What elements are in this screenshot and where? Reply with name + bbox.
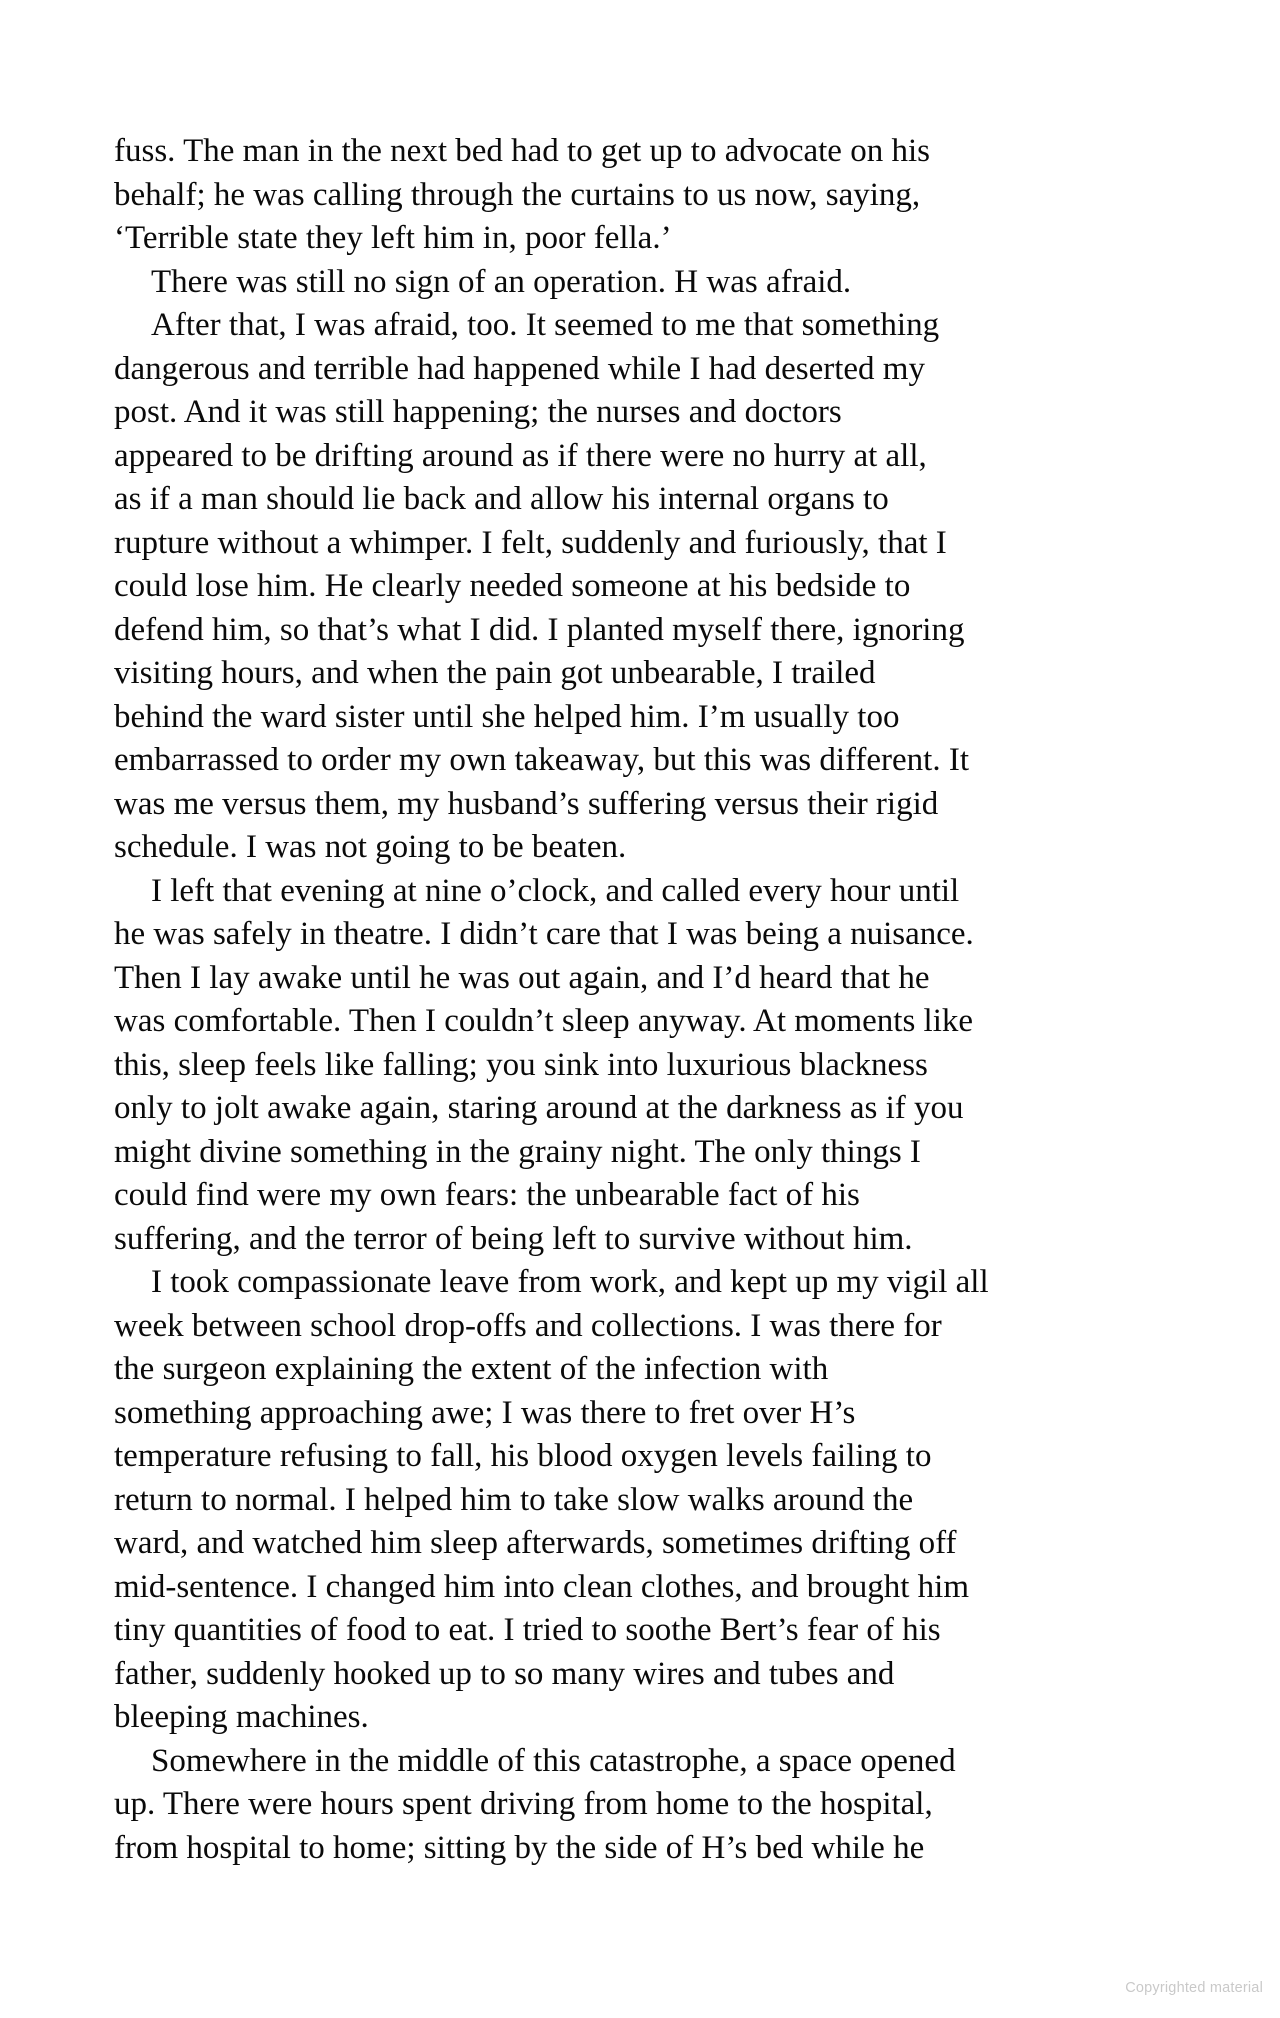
- paragraph: [114, 304, 1174, 870]
- text-line: only to jolt awake again, staring around at the darkness as if you: [114, 1090, 964, 1126]
- text-line: something approaching awe; I was there to fret over H’s: [114, 1394, 856, 1431]
- page-text: [114, 130, 1174, 1870]
- text-line: week between school drop-offs and collections. I was there for: [114, 1307, 942, 1344]
- text-line: the surgeon explaining the extent of the infection with: [114, 1351, 829, 1387]
- text-line: post. And it was still happening; the nurses and doctors: [114, 394, 842, 430]
- text-line: could lose him. He clearly needed someone at his bedside to: [114, 568, 911, 604]
- text-line: I left that evening at nine o’clock, and called every hour until: [151, 872, 960, 909]
- text-line: behind the ward sister until she helped him. I’m usually too: [114, 698, 900, 735]
- text-line: he was safely in theatre. I didn’t care that I was being a nuisance.: [114, 916, 974, 952]
- text-line: mid-sentence. I changed him into clean clothes, and brought him: [114, 1568, 970, 1605]
- paragraph: [114, 261, 1174, 305]
- text-line: I took compassionate leave from work, and kept up my vigil all: [151, 1264, 989, 1300]
- text-line: this, sleep feels like falling; you sink into luxurious blackness: [114, 1046, 928, 1083]
- text-line: was comfortable. Then I couldn’t sleep anyway. At moments like: [114, 1003, 974, 1039]
- text-line: defend him, so that’s what I did. I planted myself there, ignoring: [114, 611, 965, 648]
- text-line: as if a man should lie back and allow his internal organs to: [114, 481, 889, 517]
- text-line: bleeping machines.: [114, 1699, 369, 1735]
- text-line: father, suddenly hooked up to so many wires and tubes and: [114, 1655, 895, 1692]
- paragraph: [114, 1740, 1174, 1871]
- text-line: Somewhere in the middle of this catastrophe, a space opened: [151, 1742, 956, 1779]
- text-line: temperature refusing to fall, his blood oxygen levels failing to: [114, 1438, 932, 1474]
- text-line: up. There were hours spent driving from home to the hospital,: [114, 1786, 933, 1822]
- copyright-notice: Copyrighted material: [1125, 1980, 1263, 1996]
- paragraph: [114, 1261, 1174, 1740]
- text-line: suffering, and the terror of being left to survive without him.: [114, 1220, 913, 1257]
- text-line: ‘Terrible state they left him in, poor fella.’: [114, 220, 672, 256]
- text-line: behalf; he was calling through the curtains to us now, saying,: [114, 176, 921, 213]
- text-line: fuss. The man in the next bed had to get up to advocate on his: [114, 133, 930, 169]
- text-line: ward, and watched him sleep afterwards, sometimes drifting off: [114, 1525, 957, 1561]
- text-line: Then I lay awake until he was out again, and I’d heard that he: [114, 959, 930, 996]
- text-line: was me versus them, my husband’s suffering versus their rigid: [114, 785, 939, 822]
- text-line: embarrassed to order my own takeaway, but this was different. It: [114, 742, 969, 778]
- text-line: appeared to be drifting around as if there were no hurry at all,: [114, 437, 927, 474]
- text-line: return to normal. I helped him to take slow walks around the: [114, 1481, 914, 1518]
- text-line: from hospital to home; sitting by the side of H’s bed while he: [114, 1829, 925, 1866]
- text-line: might divine something in the grainy night. The only things I: [114, 1133, 921, 1170]
- text-line: rupture without a whimper. I felt, suddenly and furiously, that I: [114, 524, 947, 561]
- text-line: could find were my own fears: the unbearable fact of his: [114, 1177, 860, 1213]
- text-line: tiny quantities of food to eat. I tried to soothe Bert’s fear of his: [114, 1612, 941, 1648]
- paragraph: [114, 130, 1174, 261]
- text-line: There was still no sign of an operation. H was afraid.: [151, 263, 852, 300]
- text-line: dangerous and terrible had happened while I had deserted my: [114, 350, 925, 387]
- text-line: schedule. I was not going to be beaten.: [114, 829, 627, 865]
- text-line: After that, I was afraid, too. It seemed to me that something: [151, 307, 940, 343]
- paragraph: [114, 870, 1174, 1262]
- text-line: visiting hours, and when the pain got unbearable, I trailed: [114, 655, 876, 691]
